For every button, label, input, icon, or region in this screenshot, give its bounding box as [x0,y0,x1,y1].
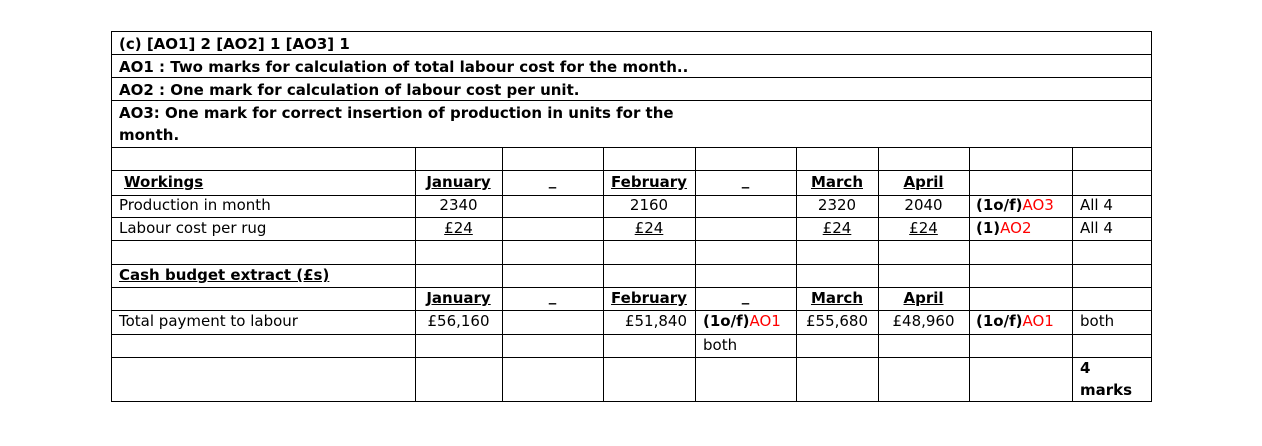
row-divider [112,310,1151,311]
payment-february: £51,840 [624,312,687,330]
question-title: (c) [AO1] 2 [AO2] 1 [AO3] 1 [119,35,350,53]
production-march: 2320 [817,196,857,214]
total-payment-label: Total payment to labour [119,312,298,330]
payment-note: both [1080,312,1115,330]
payment-mark [976,312,1054,330]
ao3-criterion-line2: month. [119,126,180,144]
cash-month-february: February [611,289,687,307]
ao2-criterion: AO2 : One mark for calculation of labour cost per unit. [119,81,580,99]
payment-mid-mark [703,312,781,330]
production-january: 2340 [439,196,478,214]
row-divider [112,54,1151,55]
row-divider [112,170,1151,171]
ao3-criterion-line1: AO3: One mark for correct insertion of production in units for the [119,104,674,122]
total-marks-label: marks [1080,381,1133,399]
total-marks-number: 4 [1080,359,1091,377]
blank-mark: _ [741,287,750,305]
month-march: March [810,173,864,191]
production-mark [976,196,1054,214]
row-divider [112,147,1151,148]
production-label: Production in month [119,196,271,214]
cash-month-january: January [426,289,491,307]
payment-mid-note: both [703,336,738,354]
labour-cost-note: All 4 [1080,219,1113,237]
mark-ao: AO2 [1000,219,1032,237]
payment-march: £55,680 [805,312,869,330]
row-divider [112,287,1151,288]
month-february: February [611,173,687,191]
blank-mark: _ [548,171,557,189]
row-divider [112,100,1151,101]
cash-budget-heading: Cash budget extract (£s) [119,266,330,284]
payment-april: £48,960 [892,312,955,330]
row-divider [112,334,1151,335]
mark-ao: AO1 [749,312,781,330]
row-divider [112,264,1151,265]
production-april: 2040 [904,196,943,214]
mark-bold: (1) [976,219,1001,237]
blank-mark: _ [741,171,750,189]
labour-cost-april: £24 [909,219,938,237]
mark-bold: (1o/f) [703,312,750,330]
cash-month-march: March [810,289,864,307]
payment-january: £56,160 [427,312,490,330]
labour-cost-january: £24 [444,219,473,237]
mark-bold: (1o/f) [976,312,1023,330]
month-april: April [903,173,944,191]
column-divider [969,147,970,402]
production-february: 2160 [629,196,669,214]
labour-cost-march: £24 [822,219,852,237]
mark-ao: AO1 [1022,312,1054,330]
mark-ao: AO3 [1022,196,1054,214]
column-divider [1072,147,1073,402]
labour-cost-label: Labour cost per rug [119,219,267,237]
production-note: All 4 [1080,196,1113,214]
row-divider [112,357,1151,358]
row-divider [112,77,1151,78]
workings-heading: Workings [124,173,204,191]
mark-bold: (1o/f) [976,196,1023,214]
labour-cost-february: £24 [634,219,664,237]
row-divider [112,240,1151,241]
ao1-criterion: AO1 : Two marks for calculation of total labour cost for the month.. [119,58,689,76]
labour-cost-mark [976,219,1032,237]
blank-mark: _ [548,287,557,305]
month-january: January [426,173,491,191]
row-divider [112,217,1151,218]
cash-month-april: April [903,289,944,307]
